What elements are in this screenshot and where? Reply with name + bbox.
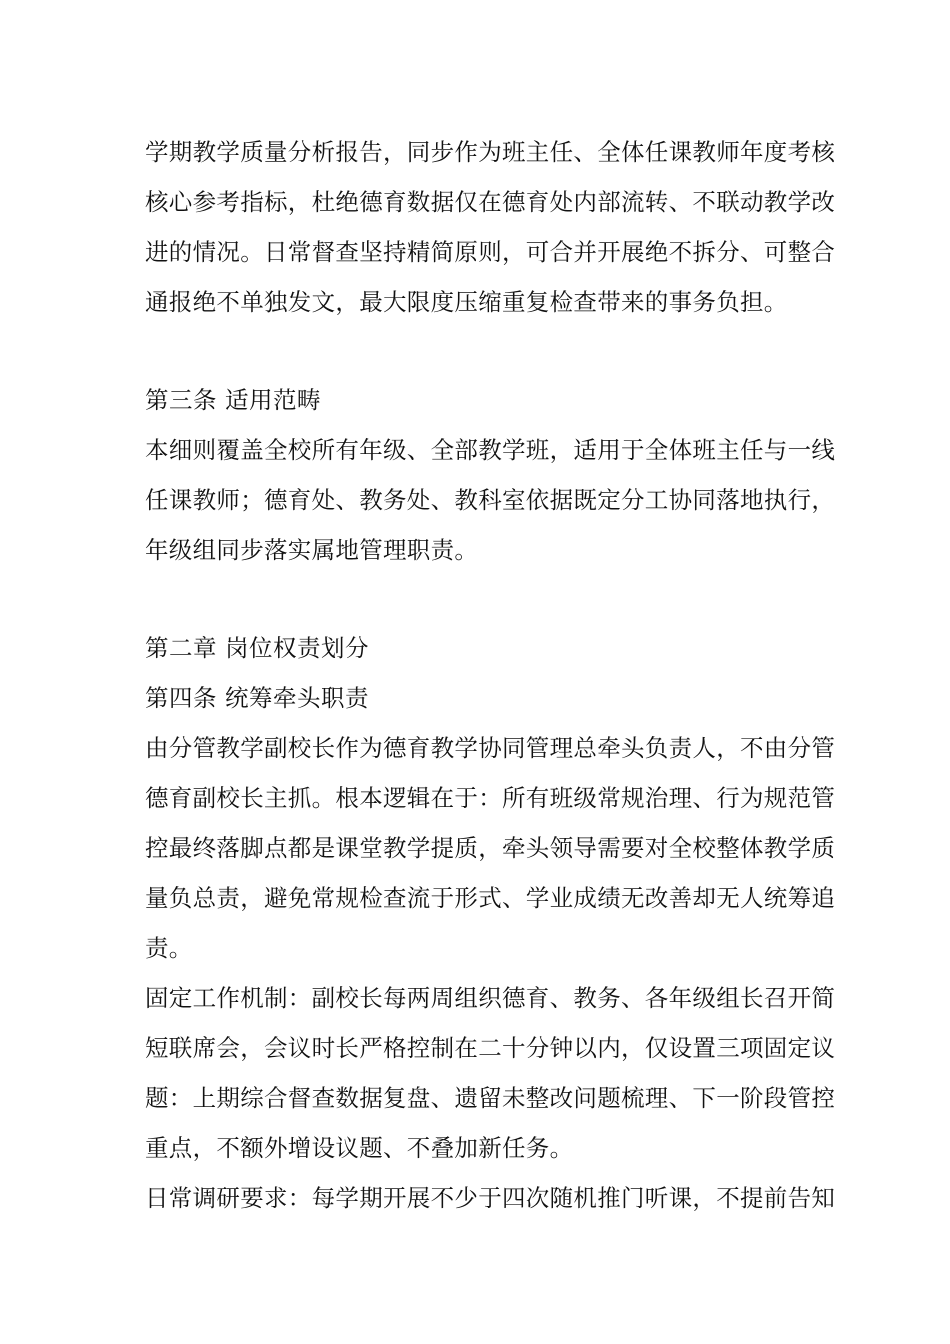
body-text-line: 短联席会，会议时长严格控制在二十分钟以内，仅设置三项固定议 <box>145 1034 836 1062</box>
body-text-line: 本细则覆盖全校所有年级、全部教学班，适用于全体班主任与一线 <box>145 436 836 464</box>
body-text-line: 控最终落脚点都是课堂教学提质，牵头领导需要对全校整体教学质 <box>145 834 836 862</box>
article-heading: 第三条 适用范畴 <box>145 386 321 414</box>
body-text-line: 题：上期综合督查数据复盘、遗留未整改问题梳理、下一阶段管控 <box>145 1084 836 1112</box>
body-text-line: 量负总责，避免常规检查流于形式、学业成绩无改善却无人统筹追 <box>145 884 836 912</box>
body-text-line: 任课教师；德育处、教务处、教科室依据既定分工协同落地执行， <box>145 486 836 514</box>
body-text-line: 日常调研要求：每学期开展不少于四次随机推门听课，不提前告知 <box>145 1184 836 1212</box>
body-text-line: 由分管教学副校长作为德育教学协同管理总牵头负责人，不由分管 <box>145 734 836 762</box>
article-heading: 第四条 统筹牵头职责 <box>145 684 369 712</box>
body-text-line: 德育副校长主抓。根本逻辑在于：所有班级常规治理、行为规范管 <box>145 784 836 812</box>
body-text-line: 进的情况。日常督查坚持精简原则，可合并开展绝不拆分、可整合 <box>145 238 836 266</box>
body-text-line: 通报绝不单独发文，最大限度压缩重复检查带来的事务负担。 <box>145 288 788 316</box>
body-text-line: 核心参考指标，杜绝德育数据仅在德育处内部流转、不联动教学改 <box>145 188 836 216</box>
body-text-line: 学期教学质量分析报告，同步作为班主任、全体任课教师年度考核 <box>145 138 836 166</box>
body-text-line: 固定工作机制：副校长每两周组织德育、教务、各年级组长召开简 <box>145 984 836 1012</box>
body-text-line: 年级组同步落实属地管理职责。 <box>145 536 479 564</box>
body-text-line: 责。 <box>145 934 193 962</box>
body-text-line: 重点，不额外增设议题、不叠加新任务。 <box>145 1134 574 1162</box>
chapter-heading: 第二章 岗位权责划分 <box>145 634 369 662</box>
